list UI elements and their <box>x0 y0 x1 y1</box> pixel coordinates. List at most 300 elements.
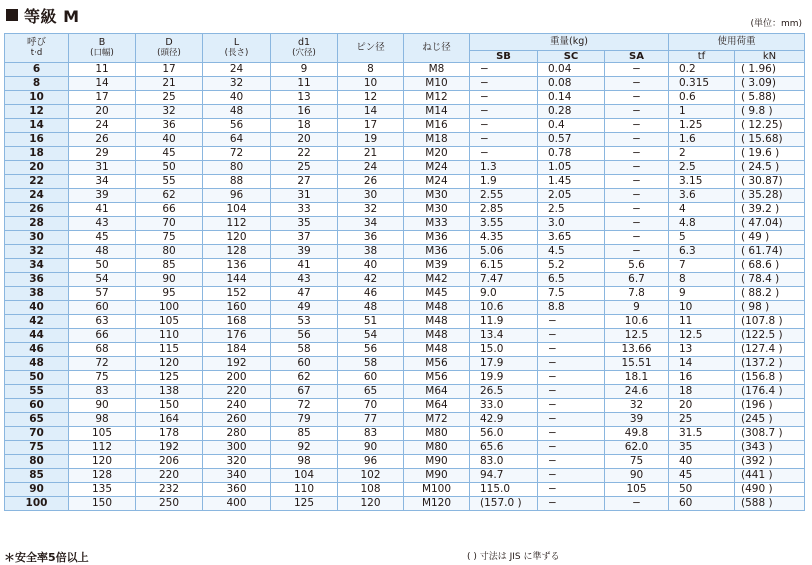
table-row <box>5 63 805 77</box>
table-cell: 9 <box>605 301 669 315</box>
table-cell: 77 <box>338 413 404 427</box>
table-cell: 8 <box>338 63 404 77</box>
table-cell: 56 <box>338 343 404 357</box>
table-cell: 9.0 <box>470 287 538 301</box>
table-cell: M64 <box>404 385 470 399</box>
table-cell: 43 <box>69 217 136 231</box>
table-cell: 58 <box>271 343 338 357</box>
table-cell: (156.8 ) <box>735 371 805 385</box>
table-cell: M56 <box>404 357 470 371</box>
table-cell: 37 <box>271 231 338 245</box>
table-cell: 2.85 <box>470 203 538 217</box>
table-cell: 136 <box>203 259 271 273</box>
table-cell: 47 <box>271 287 338 301</box>
table-cell: 6.7 <box>605 273 669 287</box>
table-cell: 13 <box>669 343 735 357</box>
table-cell: 44 <box>5 329 69 343</box>
table-cell: M39 <box>404 259 470 273</box>
table-cell: 13.66 <box>605 343 669 357</box>
table-cell: 98 <box>69 413 136 427</box>
table-cell: 16 <box>669 371 735 385</box>
table-cell: M100 <box>404 483 470 497</box>
table-cell: M48 <box>404 343 470 357</box>
table-cell: 68 <box>69 343 136 357</box>
table-cell: 25 <box>271 161 338 175</box>
header-l: L (長さ) <box>203 34 271 63</box>
table-cell: 6.15 <box>470 259 538 273</box>
table-cell: 12 <box>338 91 404 105</box>
table-cell: 65.6 <box>470 441 538 455</box>
table-cell: 2 <box>669 147 735 161</box>
header-b: B (口幅) <box>69 34 136 63</box>
table-cell: 17 <box>136 63 203 77</box>
table-cell: 65 <box>338 385 404 399</box>
table-cell: 60 <box>5 399 69 413</box>
table-cell: 34 <box>5 259 69 273</box>
table-cell: 60 <box>69 301 136 315</box>
table-cell: (196 ) <box>735 399 805 413</box>
table-cell: 3.6 <box>669 189 735 203</box>
table-cell: 18 <box>669 385 735 399</box>
table-cell: 83.0 <box>470 455 538 469</box>
table-row <box>5 175 805 189</box>
table-cell: − <box>538 455 605 469</box>
table-cell: 33.0 <box>470 399 538 413</box>
table-cell: M10 <box>404 77 470 91</box>
table-cell: 29 <box>69 147 136 161</box>
table-cell: − <box>605 77 669 91</box>
table-cell: 13 <box>271 91 338 105</box>
table-cell: 38 <box>5 287 69 301</box>
table-row <box>5 427 805 441</box>
table-cell: 41 <box>69 203 136 217</box>
table-cell: 24.6 <box>605 385 669 399</box>
table-cell: 96 <box>338 455 404 469</box>
table-cell: 14 <box>5 119 69 133</box>
table-cell: − <box>538 357 605 371</box>
table-cell: − <box>605 119 669 133</box>
table-cell: 31 <box>69 161 136 175</box>
table-cell: 94.7 <box>470 469 538 483</box>
table-cell: − <box>605 231 669 245</box>
header-sc: SC <box>538 51 605 63</box>
header-sa: SA <box>605 51 669 63</box>
table-cell: 20 <box>69 105 136 119</box>
table-cell: 12.5 <box>605 329 669 343</box>
table-cell: − <box>605 189 669 203</box>
table-cell: M48 <box>404 315 470 329</box>
table-row <box>5 147 805 161</box>
table-cell: ( 39.2 ) <box>735 203 805 217</box>
table-cell: − <box>605 91 669 105</box>
table-cell: 112 <box>203 217 271 231</box>
table-cell: 178 <box>136 427 203 441</box>
table-cell: 135 <box>69 483 136 497</box>
table-cell: − <box>470 91 538 105</box>
table-row <box>5 105 805 119</box>
table-cell: 70 <box>5 427 69 441</box>
table-cell: 51 <box>338 315 404 329</box>
table-cell: 45 <box>136 147 203 161</box>
table-cell: 42 <box>338 273 404 287</box>
table-cell: M45 <box>404 287 470 301</box>
table-cell: 90 <box>69 399 136 413</box>
table-cell: 48 <box>5 357 69 371</box>
table-cell: (392 ) <box>735 455 805 469</box>
table-row <box>5 483 805 497</box>
table-cell: M18 <box>404 133 470 147</box>
table-cell: ( 35.28) <box>735 189 805 203</box>
table-cell: 26 <box>338 175 404 189</box>
table-cell: 56.0 <box>470 427 538 441</box>
table-cell: 88 <box>203 175 271 189</box>
table-cell: 90 <box>136 273 203 287</box>
table-cell: 110 <box>271 483 338 497</box>
table-cell: 3.55 <box>470 217 538 231</box>
header-tf: tf <box>669 51 735 63</box>
table-cell: 54 <box>338 329 404 343</box>
table-cell: 15.51 <box>605 357 669 371</box>
table-cell: 65 <box>5 413 69 427</box>
table-row <box>5 119 805 133</box>
table-cell: 14 <box>69 77 136 91</box>
table-row <box>5 455 805 469</box>
table-cell: 7 <box>669 259 735 273</box>
table-cell: 0.14 <box>538 91 605 105</box>
table-cell: 21 <box>136 77 203 91</box>
table-cell: 57 <box>69 287 136 301</box>
table-cell: M30 <box>404 203 470 217</box>
table-cell: 24 <box>5 189 69 203</box>
table-cell: − <box>538 483 605 497</box>
table-cell: 83 <box>69 385 136 399</box>
table-cell: 5.2 <box>538 259 605 273</box>
table-cell: (588 ) <box>735 497 805 511</box>
table-cell: 14 <box>338 105 404 119</box>
table-cell: 2.55 <box>470 189 538 203</box>
table-cell: 40 <box>5 301 69 315</box>
table-cell: − <box>605 105 669 119</box>
table-cell: − <box>538 385 605 399</box>
table-cell: 96 <box>203 189 271 203</box>
table-row <box>5 133 805 147</box>
table-cell: 4.35 <box>470 231 538 245</box>
table-cell: 34 <box>338 217 404 231</box>
safety-footnote: ＊安全率5倍以上 <box>4 551 89 564</box>
table-cell: ( 88.2 ) <box>735 287 805 301</box>
table-cell: 56 <box>271 329 338 343</box>
table-cell: 32 <box>338 203 404 217</box>
table-cell: (157.0 ) <box>470 497 538 511</box>
table-cell: 75 <box>5 441 69 455</box>
table-cell: 1.6 <box>669 133 735 147</box>
table-cell: 16 <box>271 105 338 119</box>
title-text: 等級 M <box>24 6 80 26</box>
table-cell: 75 <box>605 455 669 469</box>
table-cell: − <box>538 315 605 329</box>
table-cell: 90 <box>5 483 69 497</box>
table-cell: 32 <box>203 77 271 91</box>
table-cell: 150 <box>69 497 136 511</box>
table-cell: 22 <box>5 175 69 189</box>
table-cell: − <box>605 147 669 161</box>
table-cell: 6.3 <box>669 245 735 259</box>
table-cell: M42 <box>404 273 470 287</box>
table-cell: (122.5 ) <box>735 329 805 343</box>
table-cell: (127.4 ) <box>735 343 805 357</box>
table-cell: 0.315 <box>669 77 735 91</box>
table-cell: 5 <box>669 231 735 245</box>
unit-label: (単位：mm) <box>750 19 802 29</box>
table-cell: 11 <box>669 315 735 329</box>
table-cell: 260 <box>203 413 271 427</box>
table-cell: 2.05 <box>538 189 605 203</box>
table-row <box>5 343 805 357</box>
table-cell: 20 <box>669 399 735 413</box>
table-cell: 120 <box>69 455 136 469</box>
table-cell: 15.0 <box>470 343 538 357</box>
table-cell: 125 <box>136 371 203 385</box>
table-cell: 6 <box>5 63 69 77</box>
table-cell: 10 <box>669 301 735 315</box>
table-cell: 115.0 <box>470 483 538 497</box>
table-cell: ( 47.04) <box>735 217 805 231</box>
table-cell: 1.05 <box>538 161 605 175</box>
table-cell: 26.5 <box>470 385 538 399</box>
table-row <box>5 189 805 203</box>
table-cell: 45 <box>69 231 136 245</box>
table-cell: (441 ) <box>735 469 805 483</box>
table-row <box>5 497 805 511</box>
table-cell: 1.25 <box>669 119 735 133</box>
table-cell: 110 <box>136 329 203 343</box>
table-cell: 8 <box>669 273 735 287</box>
table-cell: 70 <box>136 217 203 231</box>
table-cell: − <box>470 133 538 147</box>
table-cell: 58 <box>338 357 404 371</box>
table-cell: (490 ) <box>735 483 805 497</box>
table-cell: 320 <box>203 455 271 469</box>
table-cell: 48 <box>203 105 271 119</box>
table-cell: 80 <box>203 161 271 175</box>
table-cell: 192 <box>203 357 271 371</box>
table-cell: 5.06 <box>470 245 538 259</box>
table-cell: (176.4 ) <box>735 385 805 399</box>
table-cell: 19 <box>338 133 404 147</box>
table-cell: M12 <box>404 91 470 105</box>
square-bullet-icon <box>6 9 18 21</box>
table-cell: ( 5.88) <box>735 91 805 105</box>
table-cell: 3.15 <box>669 175 735 189</box>
table-cell: 62 <box>136 189 203 203</box>
table-cell: 46 <box>5 343 69 357</box>
table-cell: 33 <box>271 203 338 217</box>
table-cell: 232 <box>136 483 203 497</box>
table-cell: 152 <box>203 287 271 301</box>
table-cell: (107.8 ) <box>735 315 805 329</box>
table-cell: 45 <box>669 469 735 483</box>
table-row <box>5 315 805 329</box>
table-cell: − <box>470 119 538 133</box>
table-cell: 27 <box>271 175 338 189</box>
table-cell: 11 <box>271 77 338 91</box>
table-cell: − <box>470 105 538 119</box>
table-cell: M33 <box>404 217 470 231</box>
table-cell: M24 <box>404 175 470 189</box>
table-cell: 75 <box>69 371 136 385</box>
table-cell: 79 <box>271 413 338 427</box>
table-cell: 0.4 <box>538 119 605 133</box>
table-cell: 36 <box>136 119 203 133</box>
table-cell: 32 <box>605 399 669 413</box>
table-cell: 80 <box>136 245 203 259</box>
table-cell: 0.78 <box>538 147 605 161</box>
table-cell: 31.5 <box>669 427 735 441</box>
table-row <box>5 413 805 427</box>
table-cell: 4.8 <box>669 217 735 231</box>
table-cell: 42 <box>5 315 69 329</box>
table-cell: ( 61.74) <box>735 245 805 259</box>
table-cell: 220 <box>203 385 271 399</box>
table-cell: 100 <box>136 301 203 315</box>
table-cell: 8.8 <box>538 301 605 315</box>
table-cell: ( 19.6 ) <box>735 147 805 161</box>
table-cell: 220 <box>136 469 203 483</box>
table-cell: 7.5 <box>538 287 605 301</box>
table-cell: 75 <box>136 231 203 245</box>
table-cell: 128 <box>203 245 271 259</box>
table-cell: 95 <box>136 287 203 301</box>
table-cell: − <box>605 245 669 259</box>
table-cell: 80 <box>5 455 69 469</box>
table-cell: 168 <box>203 315 271 329</box>
table-cell: 90 <box>338 441 404 455</box>
table-cell: 240 <box>203 399 271 413</box>
table-row <box>5 91 805 105</box>
table-cell: − <box>470 77 538 91</box>
table-row <box>5 231 805 245</box>
table-cell: 102 <box>338 469 404 483</box>
jis-footnote: ( ) 寸法は JIS に準ずる <box>467 552 560 562</box>
table-row <box>5 245 805 259</box>
table-cell: ( 15.68) <box>735 133 805 147</box>
table-cell: ( 3.09) <box>735 77 805 91</box>
table-cell: ( 1.96) <box>735 63 805 77</box>
table-cell: 72 <box>69 357 136 371</box>
table-cell: (308.7 ) <box>735 427 805 441</box>
table-cell: M72 <box>404 413 470 427</box>
table-cell: 0.2 <box>669 63 735 77</box>
table-cell: − <box>605 133 669 147</box>
table-cell: 14 <box>669 357 735 371</box>
table-cell: 105 <box>136 315 203 329</box>
table-cell: 40 <box>669 455 735 469</box>
table-cell: 160 <box>203 301 271 315</box>
table-cell: 20 <box>5 161 69 175</box>
table-cell: 21 <box>338 147 404 161</box>
table-cell: M36 <box>404 231 470 245</box>
table-cell: − <box>538 343 605 357</box>
table-cell: 49 <box>271 301 338 315</box>
header-pin: ピン径 <box>338 34 404 63</box>
table-cell: ( 24.5 ) <box>735 161 805 175</box>
table-cell: 360 <box>203 483 271 497</box>
table-cell: ( 9.8 ) <box>735 105 805 119</box>
table-cell: 90 <box>605 469 669 483</box>
table-cell: 60 <box>271 357 338 371</box>
table-cell: 34 <box>69 175 136 189</box>
table-cell: 138 <box>136 385 203 399</box>
table-cell: 26 <box>69 133 136 147</box>
spec-table <box>4 33 805 511</box>
table-cell: 35 <box>669 441 735 455</box>
table-cell: − <box>538 441 605 455</box>
table-cell: 19.9 <box>470 371 538 385</box>
page-title <box>6 4 80 26</box>
table-cell: 53 <box>271 315 338 329</box>
table-cell: 2.5 <box>538 203 605 217</box>
table-cell: 128 <box>69 469 136 483</box>
table-cell: 192 <box>136 441 203 455</box>
table-cell: (343 ) <box>735 441 805 455</box>
table-cell: 12 <box>5 105 69 119</box>
table-cell: 0.57 <box>538 133 605 147</box>
table-cell: − <box>605 161 669 175</box>
table-cell: ( 98 ) <box>735 301 805 315</box>
table-cell: 40 <box>203 91 271 105</box>
table-cell: M90 <box>404 455 470 469</box>
header-kn: kN <box>735 51 805 63</box>
table-cell: 120 <box>136 357 203 371</box>
table-cell: 4 <box>669 203 735 217</box>
table-cell: 200 <box>203 371 271 385</box>
table-cell: 10 <box>338 77 404 91</box>
table-cell: 63 <box>69 315 136 329</box>
table-cell: 10.6 <box>470 301 538 315</box>
table-cell: 50 <box>5 371 69 385</box>
table-cell: 50 <box>669 483 735 497</box>
table-cell: 60 <box>338 371 404 385</box>
table-cell: − <box>538 427 605 441</box>
table-cell: 17 <box>338 119 404 133</box>
table-cell: 1.3 <box>470 161 538 175</box>
table-cell: M48 <box>404 329 470 343</box>
table-cell: 11 <box>69 63 136 77</box>
table-cell: 120 <box>338 497 404 511</box>
table-cell: M36 <box>404 245 470 259</box>
table-cell: ( 68.6 ) <box>735 259 805 273</box>
table-cell: 55 <box>5 385 69 399</box>
table-cell: M24 <box>404 161 470 175</box>
table-cell: 108 <box>338 483 404 497</box>
table-cell: 206 <box>136 455 203 469</box>
table-cell: 0.28 <box>538 105 605 119</box>
table-cell: − <box>605 203 669 217</box>
table-cell: 10 <box>5 91 69 105</box>
table-cell: 22 <box>271 147 338 161</box>
header-d: D (頭径) <box>136 34 203 63</box>
table-cell: 30 <box>338 189 404 203</box>
table-row <box>5 399 805 413</box>
table-cell: 25 <box>669 413 735 427</box>
table-cell: 18 <box>5 147 69 161</box>
table-cell: (245 ) <box>735 413 805 427</box>
table-cell: 32 <box>5 245 69 259</box>
table-cell: 18.1 <box>605 371 669 385</box>
header-weight: 重量(kg) <box>470 34 669 51</box>
table-cell: − <box>605 63 669 77</box>
table-cell: − <box>538 329 605 343</box>
